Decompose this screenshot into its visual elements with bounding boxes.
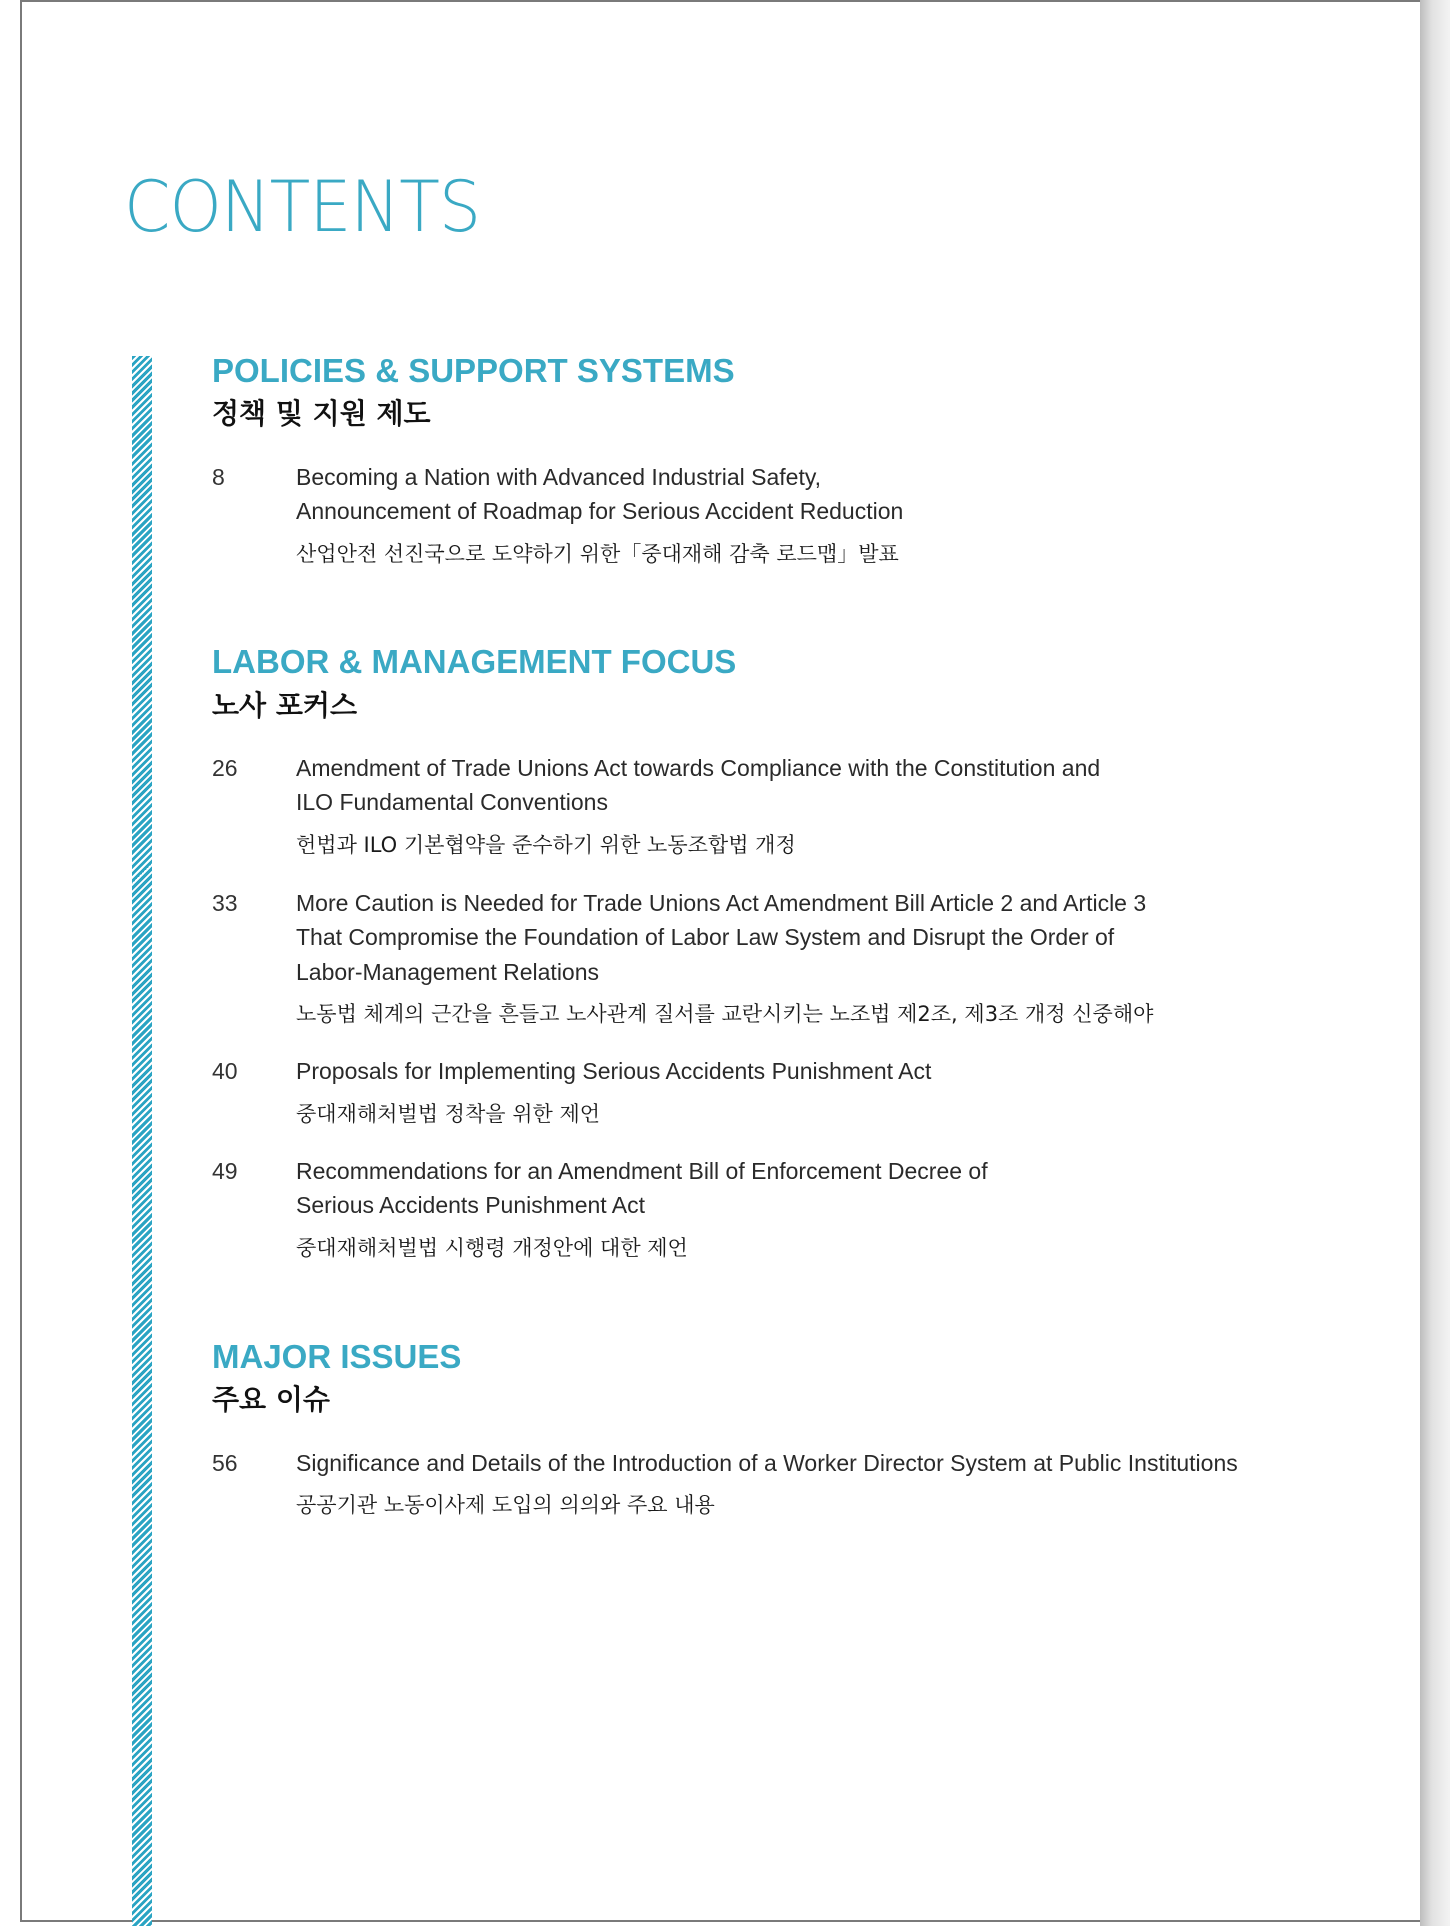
entry-title-line[interactable]: ILO Fundamental Conventions xyxy=(296,789,608,815)
entry-page-number[interactable]: 40 xyxy=(212,1058,238,1084)
page-title: CONTENTS xyxy=(124,166,481,248)
decorative-stripe-bar xyxy=(132,356,152,1926)
entry-title-line[interactable]: Becoming a Nation with Advanced Industrial Safety, xyxy=(296,464,822,490)
entry-title-ko[interactable]: 공공기관 노동이사제 도입의 의의와 주요 내용 xyxy=(296,1493,715,1517)
page-edge-shadow xyxy=(1420,0,1450,1926)
section-title-labor: LABOR & MANAGEMENT FOCUS xyxy=(212,643,737,680)
entry-page-number[interactable]: 49 xyxy=(212,1158,238,1184)
entry-page-number[interactable]: 56 xyxy=(212,1450,238,1476)
entry-title-line[interactable]: Serious Accidents Punishment Act xyxy=(296,1192,646,1218)
page-frame xyxy=(20,0,1428,1922)
section-title-major-issues-ko: 주요 이슈 xyxy=(212,1383,330,1416)
entry-title-ko[interactable]: 산업안전 선진국으로 도약하기 위한「중대재해 감축 로드맵」발표 xyxy=(296,542,899,566)
entry-title-line[interactable]: Recommendations for an Amendment Bill of Enforcement Decree of xyxy=(296,1158,988,1184)
entry-title-line[interactable]: Significance and Details of the Introduction of a Worker Director System at Public Institutions xyxy=(296,1450,1238,1476)
section-title-policies: POLICIES & SUPPORT SYSTEMS xyxy=(212,352,735,389)
entry-title-line[interactable]: That Compromise the Foundation of Labor Law System and Disrupt the Order of xyxy=(296,924,1115,950)
entry-page-number[interactable]: 8 xyxy=(212,464,225,490)
section-title-labor-ko: 노사 포커스 xyxy=(212,689,357,722)
section-title-major-issues: MAJOR ISSUES xyxy=(212,1338,462,1375)
entry-title-line[interactable]: More Caution is Needed for Trade Unions Act Amendment Bill Article 2 and Article 3 xyxy=(296,890,1147,916)
entry-title-ko[interactable]: 헌법과 ILO 기본협약을 준수하기 위한 노동조합법 개정 xyxy=(296,833,796,857)
entry-title-ko[interactable]: 중대재해처벌법 시행령 개정안에 대한 제언 xyxy=(296,1236,688,1260)
entry-page-number[interactable]: 33 xyxy=(212,890,238,916)
entry-title-line[interactable]: Proposals for Implementing Serious Accidents Punishment Act xyxy=(296,1058,932,1084)
entry-title-ko[interactable]: 중대재해처벌법 정착을 위한 제언 xyxy=(296,1102,601,1126)
section-title-policies-ko: 정책 및 지원 제도 xyxy=(212,397,431,430)
entry-title-line[interactable]: Announcement of Roadmap for Serious Accident Reduction xyxy=(296,498,904,524)
entry-title-line[interactable]: Amendment of Trade Unions Act towards Compliance with the Constitution and xyxy=(296,755,1101,781)
entry-page-number[interactable]: 26 xyxy=(212,755,238,781)
entry-title-line[interactable]: Labor-Management Relations xyxy=(296,959,600,985)
entry-title-ko[interactable]: 노동법 체계의 근간을 흔들고 노사관계 질서를 교란시키는 노조법 제2조, 제3조 개정 신중해야 xyxy=(296,1002,1154,1026)
